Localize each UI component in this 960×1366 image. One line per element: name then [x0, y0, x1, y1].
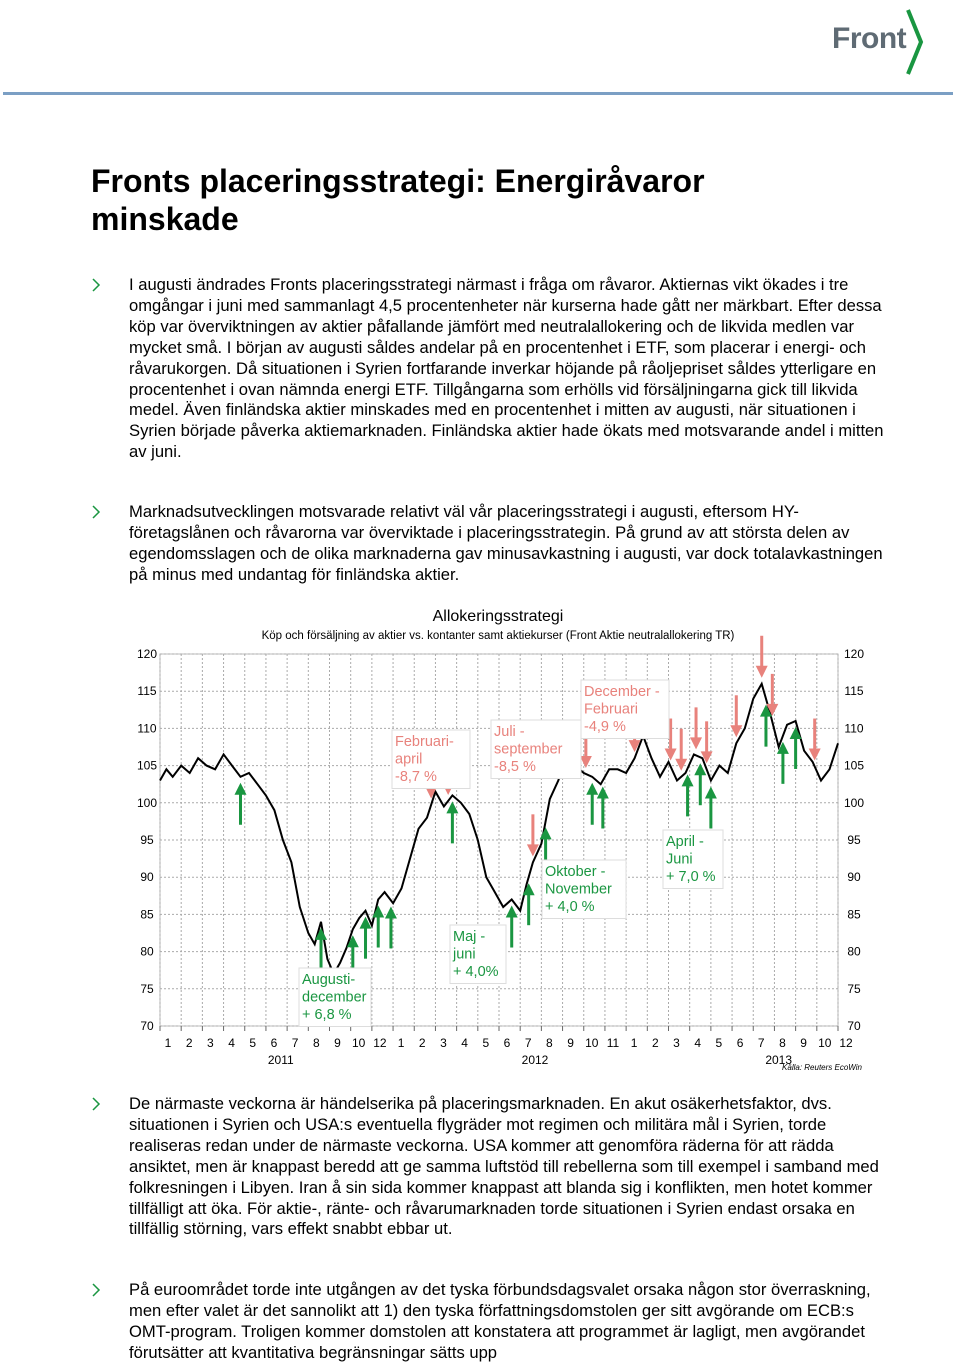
annotation-box — [299, 968, 371, 1027]
annotation-line: -8,5 % — [494, 759, 536, 775]
annotation-line: + 6,8 % — [302, 1007, 352, 1023]
chevron-bullet-icon — [90, 505, 102, 519]
chart-subtitle: Köp och försäljning av aktier vs. kontanter samt aktiekurser (Front Aktie neutralallokering TR) — [261, 630, 735, 642]
x-tick-label: 3 — [673, 1036, 680, 1050]
annotation-line: Februari- — [395, 734, 454, 750]
y-tick-label-right: 120 — [843, 647, 865, 661]
x-axis — [160, 1026, 853, 1067]
paragraph-4: På euroområdet torde inte utgången av det tyska förbundsdagsvalet orsaka någon stor överraskning, men efter valet är det sannolikt att 1) den tyska författningsdomstolen ger sitt avgörande om ECB:s OMT-program. Troligen kommer domstolen att konstatera att programmet är lagligt, men avgörandet förutsätter att kvantitativa begränsningar sätts upp — [129, 1280, 871, 1362]
paragraph-1: I augusti ändrades Fronts placeringsstrategi närmast i fråga om råvaror. Aktiernas vikt ökades i tre omgångar i juni med sammanlagt 4,5 procentenheter när kurserna hade gått ner märkbart. Efter dessa köp var överviktningen av aktier påfallande jämfört med neutralallokering och de likvida medlen var mycket små. I början av augusti såldes andelar på en procentenhet i ETF, som placerar i energi- och råvarukorgen. Då situationen i Syrien fortfarande inverkar höjande på råoljepriset såldes ytterligare en procentenhet i ovan nämnda energi ETF. Tillgångarna som erhölls vid försäljningarna gick till likvida medel. Även finländska aktier minskades med en procentenhet i mitten av augusti, när situationen i Syrien började påverka aktiemarknaden. Finländska aktier hade ökats med motsvarande andel i mitten av juni. — [129, 275, 884, 462]
x-tick-label: 10 — [352, 1036, 366, 1050]
y-tick-label-right: 100 — [843, 795, 865, 810]
chart-title: Allokeringsstrategi — [432, 608, 564, 625]
y-tick-label-right: 95 — [847, 833, 861, 847]
annotation-line: + 4,0% — [453, 964, 499, 980]
x-tick-label: 2 — [651, 1036, 659, 1050]
y-tick-label-right: 85 — [847, 907, 861, 922]
chevron-bullet-icon — [90, 1097, 102, 1111]
annotation-line: April - — [666, 834, 704, 850]
x-tick-label: 8 — [779, 1036, 786, 1050]
x-tick-label: 9 — [334, 1036, 341, 1050]
x-tick-label: 7 — [757, 1036, 765, 1050]
x-tick-label: 12 — [839, 1036, 853, 1050]
x-tick-label: 8 — [312, 1036, 320, 1050]
y-tick-label-right: 75 — [847, 981, 861, 996]
annotation-line: + 4,0 % — [545, 899, 595, 915]
x-tick-label: 1 — [164, 1036, 172, 1050]
paragraph-3: De närmaste veckorna är händelserika på placeringsmarknaden. En akut osäkerhetsfaktor, dvs. situationen i Syrien och USA:s eventuella flygräder mot regimen och militära mål i Syrien, torde realiseras redan under de närmaste veckorna. USA kommer att genomföra räderna för att rädda ansiktet, men är knappast beredd att ge samma luftstöd till rebellerna som till exempel i samband med folkresningen i Libyen. Iran å sin sida kommer knappast att blanda sig i konflikten, men hotet kommer tillfälligt att öka. För aktie-, ränte- och råvarumarknaden torde situationen i Syrien endast orsaka en tillfällig störning, vars effekt snabbt ebbar ut. — [129, 1094, 879, 1239]
chevron-bullet-icon — [90, 278, 102, 292]
annotation-line: Februari — [584, 701, 638, 718]
annotation-line: april — [395, 751, 423, 768]
x-tick-label: 7 — [524, 1036, 532, 1050]
y-tick-label-right: 90 — [847, 870, 861, 885]
x-tick-label: 9 — [800, 1036, 807, 1050]
annotation-line: November — [545, 881, 612, 898]
x-tick-label: 4 — [694, 1036, 702, 1050]
annotation-line: Juni — [666, 851, 693, 868]
x-tick-label: 9 — [567, 1036, 574, 1050]
y-tick-label-left: 80 — [140, 944, 154, 959]
y-tick-label-left: 95 — [140, 833, 154, 847]
annotation-line: December - — [584, 684, 660, 700]
x-tick-label: 10 — [818, 1036, 832, 1050]
x-tick-label: 2 — [418, 1036, 426, 1050]
y-tick-label-left: 85 — [140, 907, 154, 922]
annotation-box — [663, 830, 723, 889]
year-label: 2012 — [521, 1053, 549, 1067]
annotation-line: -4,9 % — [584, 719, 626, 735]
allocation-chart — [0, 598, 960, 1078]
annotation-line: september — [494, 741, 563, 758]
page-title: Fronts placeringsstrategi: Energiråvaror minskade — [91, 163, 705, 237]
chart-source: Källa: Reuters EcoWin — [782, 1063, 862, 1072]
y-tick-label-right: 115 — [844, 684, 864, 699]
x-tick-label: 5 — [482, 1036, 490, 1050]
logo-text: Front — [832, 22, 907, 55]
x-tick-label: 4 — [228, 1036, 235, 1050]
x-tick-label: 3 — [440, 1036, 447, 1050]
x-tick-label: 11 — [606, 1036, 620, 1050]
chevron-bullet-icon — [90, 1283, 102, 1297]
x-tick-label: 6 — [736, 1036, 744, 1050]
annotation-box — [450, 925, 506, 984]
y-tick-label-left: 90 — [140, 870, 154, 885]
annotation-line: Oktober - — [545, 864, 606, 880]
y-tick-label-right: 70 — [847, 1019, 861, 1033]
logo-chevron-icon — [904, 8, 926, 76]
annotation-box — [581, 680, 669, 739]
x-tick-label: 12 — [373, 1036, 387, 1050]
x-tick-label: 1 — [630, 1036, 638, 1050]
y-tick-label-right: 105 — [843, 758, 865, 773]
year-label: 2011 — [267, 1053, 294, 1067]
y-tick-label-left: 70 — [140, 1019, 154, 1033]
y-tick-label-left: 110 — [137, 721, 157, 736]
annotation-box — [491, 720, 581, 779]
x-tick-label: 2 — [185, 1036, 193, 1050]
x-tick-label: 3 — [207, 1036, 214, 1050]
x-tick-label: 4 — [461, 1036, 468, 1050]
x-tick-label: 6 — [503, 1036, 511, 1050]
x-tick-label: 10 — [585, 1036, 599, 1050]
y-tick-label-left: 75 — [140, 981, 154, 996]
y-tick-label-left: 100 — [136, 795, 158, 810]
y-tick-label-right: 80 — [847, 944, 861, 959]
annotation-line: Juli - — [494, 724, 525, 740]
header-rule — [3, 92, 953, 95]
x-tick-label: 5 — [249, 1036, 257, 1050]
y-tick-label-left: 105 — [136, 758, 158, 773]
x-tick-label: 1 — [397, 1036, 405, 1050]
y-tick-label-left: 115 — [137, 684, 157, 699]
y-tick-label-left: 120 — [136, 647, 158, 661]
annotation-box — [392, 730, 470, 789]
paragraph-2: Marknadsutvecklingen motsvarade relativt väl vår placeringsstrategi i augusti, eftersom HY-företagslånen och råvarorna var överviktade i placeringsstrategin. På grund av att största delen av egendomsslagen och de olika marknaderna gav minusavkastning i augusti, var dock totalavkastningen på minus med undantag för finländska aktier. — [129, 502, 883, 584]
year-label: 2013 — [765, 1053, 793, 1067]
x-tick-label: 7 — [291, 1036, 299, 1050]
annotation-line: juni — [453, 946, 476, 963]
x-tick-label: 6 — [270, 1036, 278, 1050]
y-tick-label-right: 110 — [844, 721, 864, 736]
x-tick-label: 8 — [546, 1036, 553, 1050]
annotation-line: + 7,0 % — [666, 869, 716, 885]
annotation-line: -8,7 % — [395, 769, 437, 785]
annotation-line: Augusti- — [302, 972, 356, 988]
annotation-line: december — [302, 989, 367, 1006]
x-tick-label: 5 — [715, 1036, 723, 1050]
annotation-line: Maj - — [453, 929, 486, 945]
annotation-box — [542, 860, 626, 919]
